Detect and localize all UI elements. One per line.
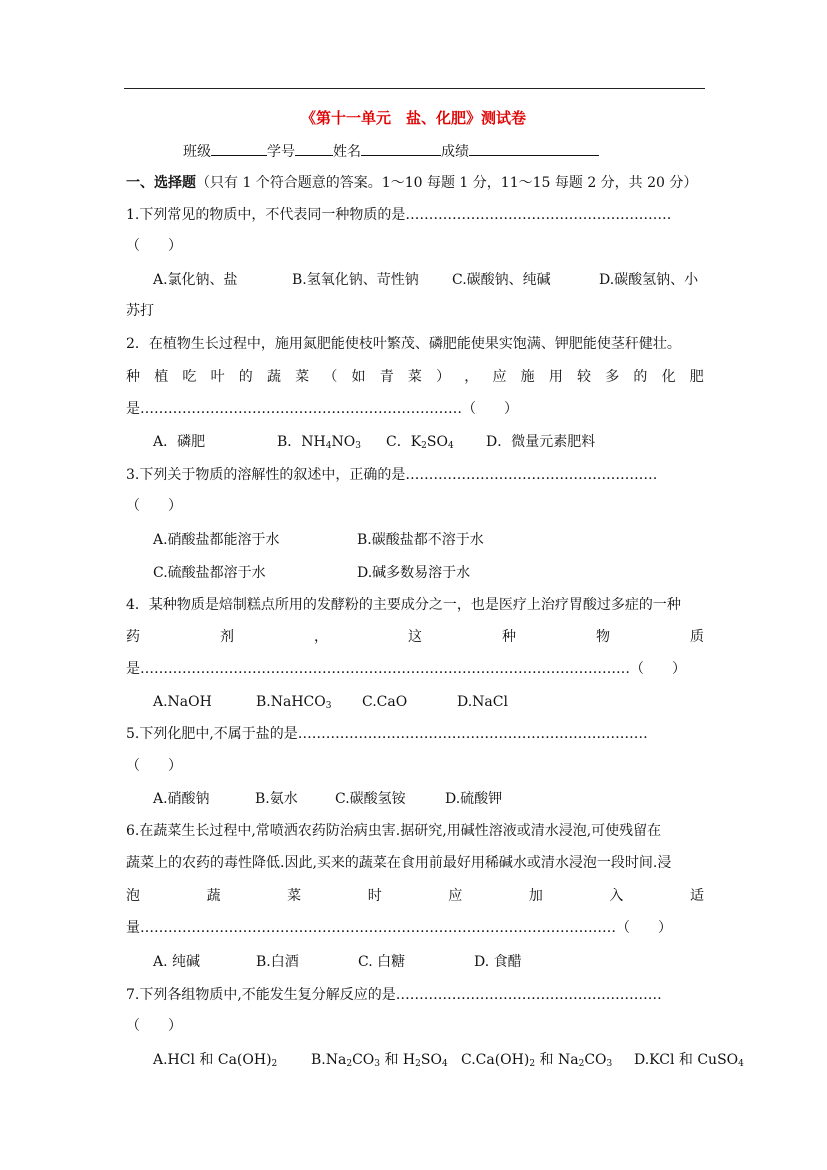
spread-char: 青 [379,369,394,385]
question-3-stem: 3.下列关于物质的溶解性的叙述中，正确的是……………………………………………… [126,467,658,483]
spread-char: 菜 [295,369,310,385]
question-5-option-a: A.硝酸钠 [153,791,210,807]
spread-char: 质 [690,629,704,645]
name-blank[interactable] [361,141,441,156]
header-rule [124,88,705,89]
question-7-stem: 7.下列各组物质中,不能发生复分解反应的是………………………………………………… [126,987,662,1003]
question-7-option-d: D.KCl 和 CuSO$_4$ [634,1052,744,1069]
question-2-option-d: D．微量元素肥料 [486,434,596,450]
spread-char: 药 [126,629,140,645]
question-3-option-d: D.碱多数易溶于水 [357,565,471,581]
question-1-option-d-cont: 苏打 [126,303,154,319]
spread-char: 蔬 [206,888,221,904]
spread-char: 应 [448,888,463,904]
question-7-answer-paren: （ ） [126,1018,182,1034]
spread-char: 这 [408,629,422,645]
question-4-option-c: C.CaO [362,694,408,710]
question-5-option-d: D.硫酸钾 [445,791,503,807]
spread-char: 叶 [210,369,225,385]
question-2-line-1: 2．在植物生长过程中，施用氮肥能使枝叶繁茂、磷肥能使果实饱满、钾肥能使茎秆健壮。 [126,336,681,352]
spread-char: 较 [577,369,591,385]
question-3-option-c: C.硫酸盐都溶于水 [153,565,266,581]
spread-char: 适 [689,888,704,904]
id-label: 学号 [267,144,295,160]
spread-char: 用 [548,369,563,385]
spread-char: 应 [492,369,507,385]
question-6-option-b: B.白酒 [256,954,299,970]
question-4-line-2 [126,627,704,647]
spread-char: 泡 [126,888,140,904]
spread-char: 施 [520,369,535,385]
score-label: 成绩 [441,144,469,160]
spread-char: 蔬 [266,369,281,385]
question-1-stem: 1.下列常见的物质中，不代表同一种物质的是………………………………………………… [126,207,672,223]
spread-char: 吃 [182,369,197,385]
question-7-option-a: A.HCl 和 $Ca(OH)_2$ [153,1052,278,1069]
section-note: （只有 1 个符合题意的答案。1～10 每题 1 分，11～15 每题 2 分，共 20 分） [196,175,698,191]
question-6-line-1: 6.在蔬菜生长过程中,常喷洒农药防治病虫害.据研究,用碱性溶液或清水浸泡,可使残留在 [126,823,662,839]
question-6-line-2: 蔬菜上的农药的毒性降低.因此,买来的蔬菜在食用前最好用稀碱水或清水浸泡一段时间.浸 [126,855,672,871]
spread-char: ） [436,369,451,385]
spread-char: 菜 [287,888,302,904]
spread-char: 加 [528,888,543,904]
question-1-option-a: A.氯化钠、盐 [153,272,238,288]
spread-char: 肥 [689,369,704,385]
question-2-option-b: B．$NH_4NO_3$ [277,434,361,451]
question-2-line-3: 是……………………………………………………………（ ） [126,401,518,417]
question-4-line-3: 是……………………………………………………………………………………………（ ） [126,661,686,677]
question-6-option-c: C. 白糖 [358,954,406,970]
spread-char: 菜 [407,369,422,385]
question-4-option-b: B.NaHCO$_3$ [256,694,332,711]
spread-char: 的 [633,369,648,385]
score-blank[interactable] [469,141,599,156]
question-1-option-c: C.碳酸钠、纯碱 [452,272,551,288]
name-label: 姓名 [333,144,361,160]
question-4-line-1: 4．某种物质是焙制糕点所用的发酵粉的主要成分之一，也是医疗上治疗胃酸过多症的一种 [126,597,681,613]
spread-char: 多 [605,369,620,385]
question-3-option-b: B.碳酸盐都不溶于水 [357,532,484,548]
student-info-row [183,141,599,162]
question-6-option-a: A. 纯碱 [153,954,201,970]
spread-char: 种 [126,369,140,385]
question-1-option-d: D.碳酸氢钠、小 [599,272,699,288]
question-5-option-b: B.氨水 [255,791,298,807]
spread-char: 入 [609,888,624,904]
spread-char: （ [323,369,338,385]
class-label: 班级 [183,144,211,160]
question-2-option-c: C．$K_2SO_4$ [386,434,454,451]
spread-char: 植 [154,369,169,385]
question-4-option-a: A.NaOH [153,694,212,710]
spread-char: 物 [596,629,610,645]
question-4-option-d: D.NaCl [457,694,508,710]
spread-char: 时 [367,888,382,904]
spread-char: 种 [502,629,516,645]
section-heading [126,173,697,193]
spread-char: 如 [351,369,366,385]
spread-char: ， [464,369,479,385]
class-blank[interactable] [211,141,267,156]
spread-char: ， [314,629,328,645]
id-blank[interactable] [295,141,333,156]
page-title: 《第十一单元 盐、化肥》测试卷 [300,109,526,127]
section-title: 一、选择题 [126,175,196,191]
question-7-option-c: $C.Ca(OH)_2$ 和 $Na_2CO_3$ [461,1052,613,1069]
question-2-line-2 [126,367,704,387]
spread-char: 化 [661,369,676,385]
question-5-stem: 5.下列化肥中,不属于盐的是………………………………………………………………… [126,726,648,742]
question-5-option-c: C.碳酸氢铵 [335,791,406,807]
question-3-answer-paren: （ ） [126,498,182,514]
question-6-line-3 [126,886,704,906]
question-6-line-4: 量…………………………………………………………………………………………（ ） [126,920,672,936]
question-3-option-a: A.硝酸盐都能溶于水 [153,532,280,548]
question-5-answer-paren: （ ） [126,758,182,774]
question-2-option-a: A．磷肥 [153,434,206,450]
question-1-answer-paren: （ ） [126,238,182,254]
spread-char: 剂 [220,629,234,645]
spread-char: 的 [238,369,253,385]
question-7-option-b: $B.Na_2CO_3$ 和 $H_2SO_4$ [311,1052,448,1069]
question-1-option-b: B.氢氧化钠、苛性钠 [292,272,419,288]
question-6-option-d: D. 食醋 [474,954,522,970]
